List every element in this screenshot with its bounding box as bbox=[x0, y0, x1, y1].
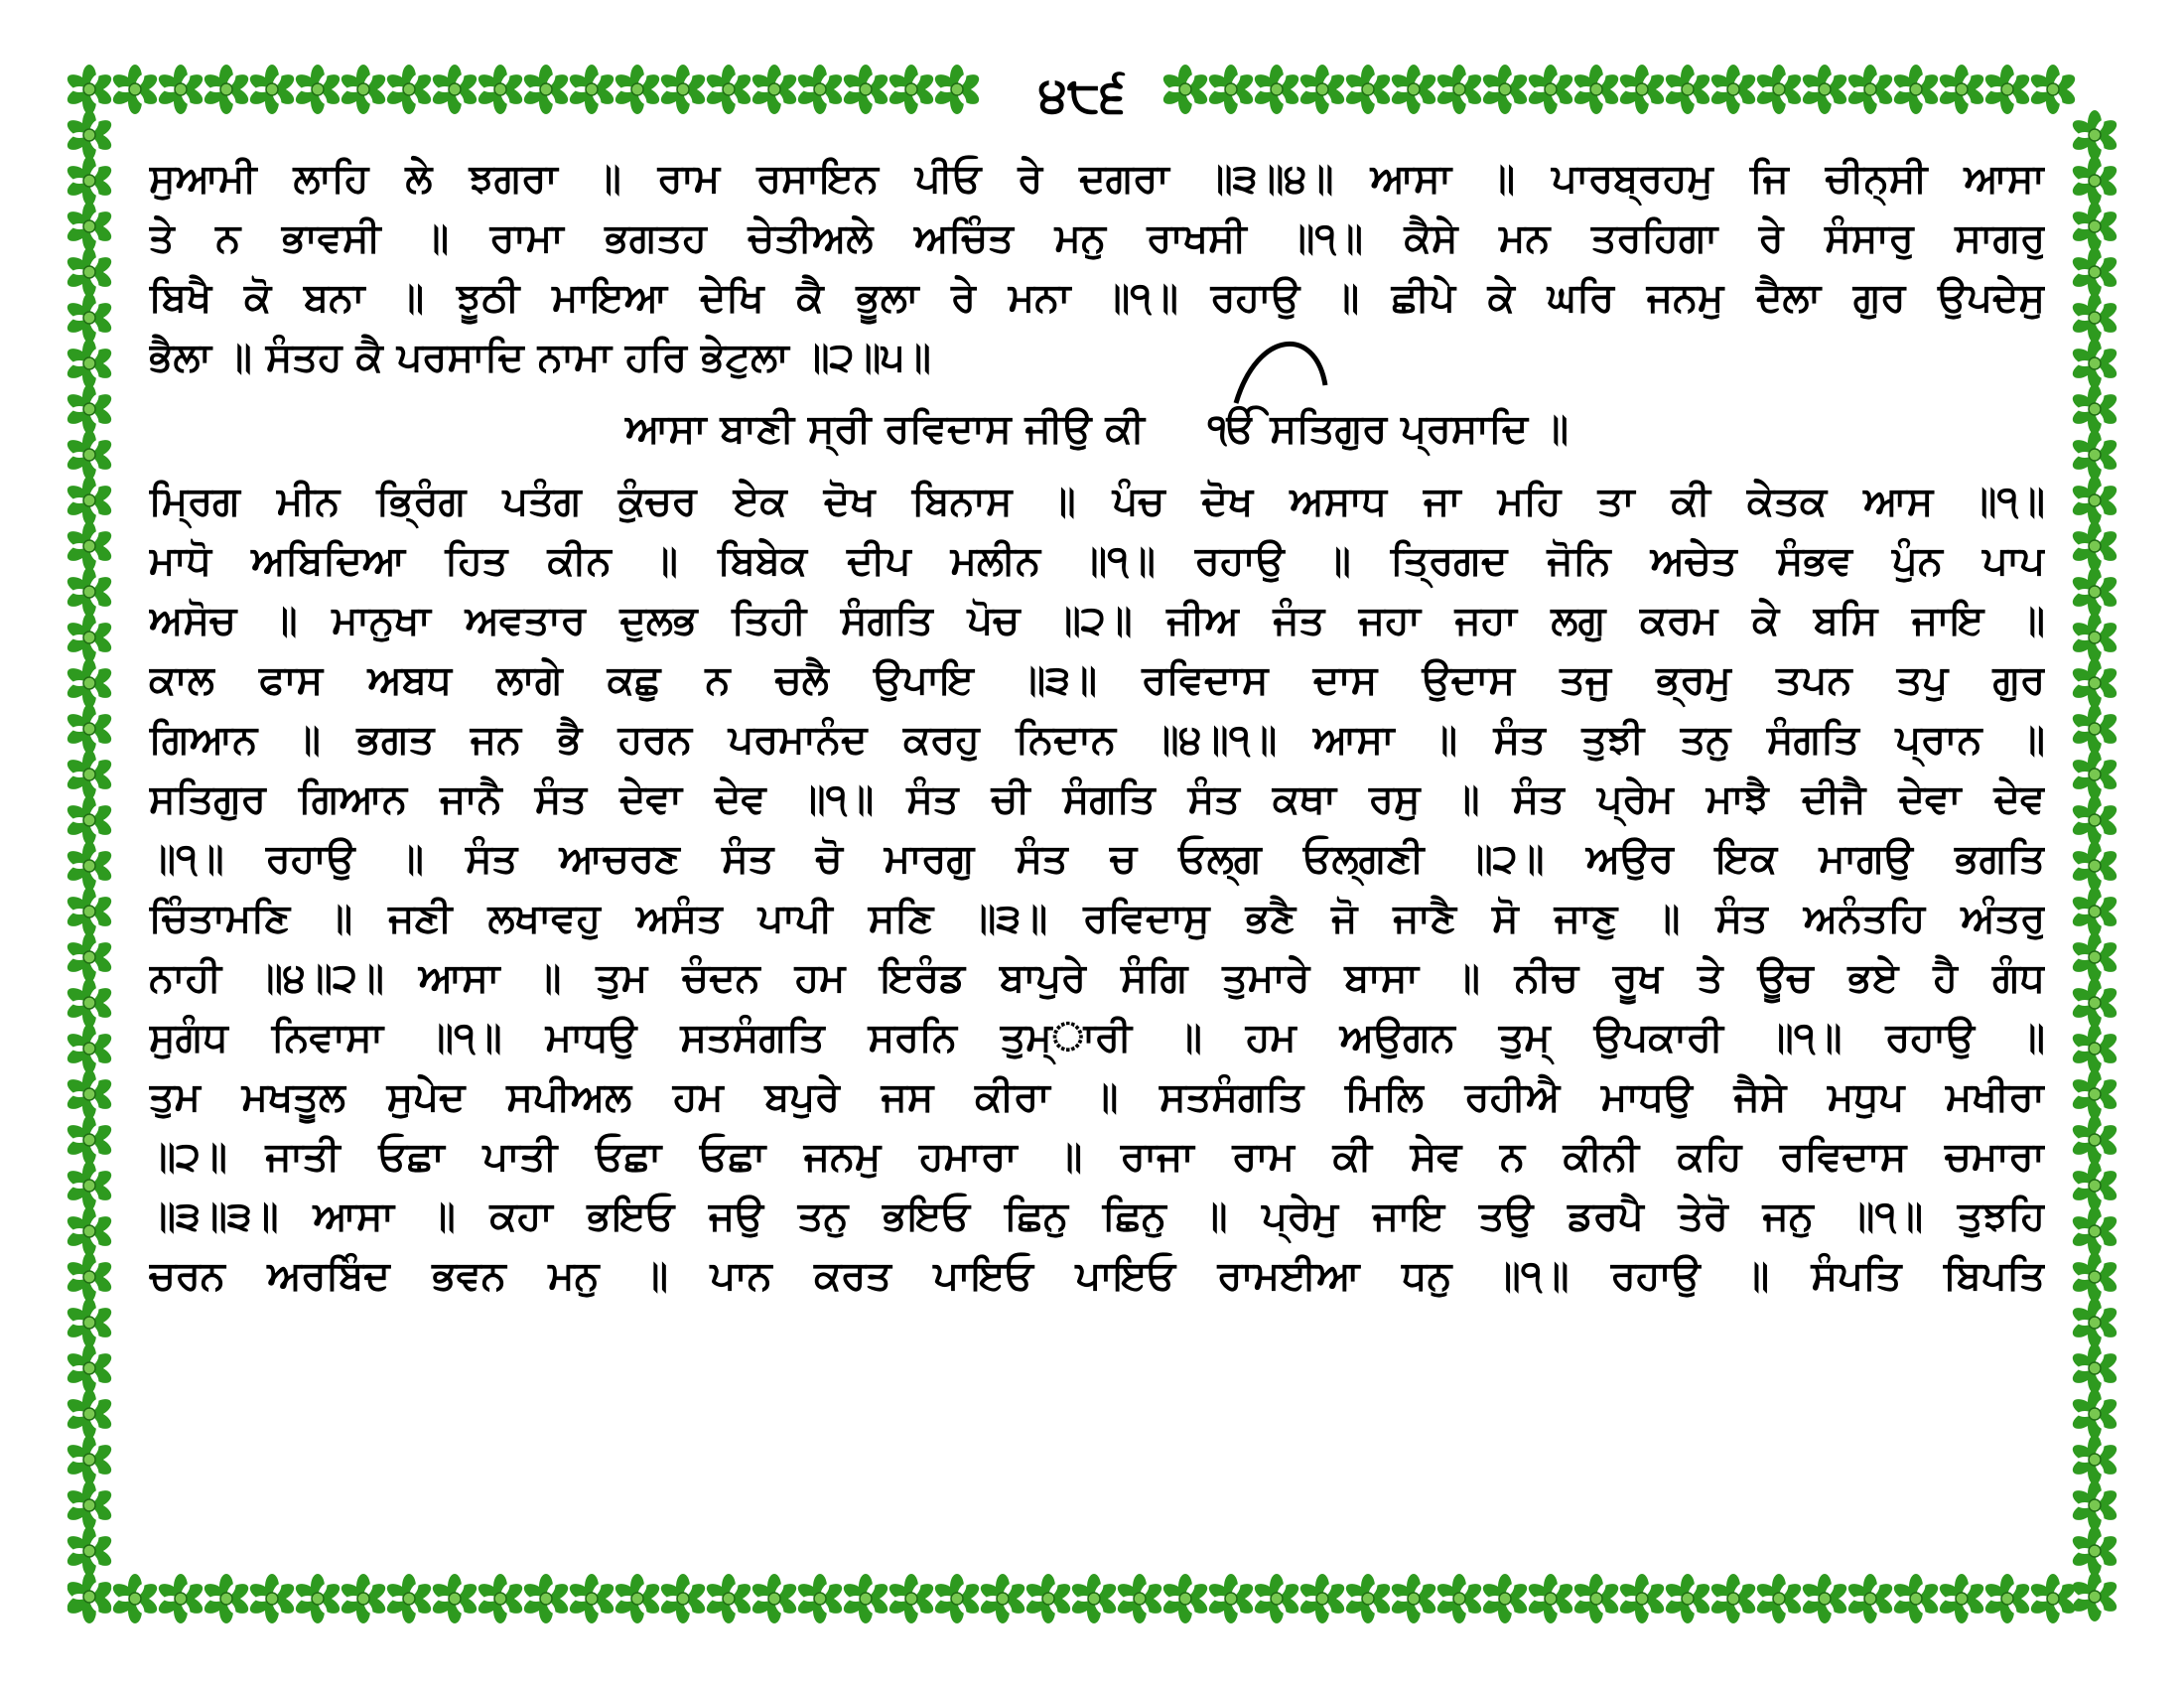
text-line: ਬਿਖੈ ਕੋ ਬਨਾ ॥ ਝੂਠੀ ਮਾਇਆ ਦੇਖਿ ਕੈ ਭੂਲਾ ਰੇ ਮਨਾ ॥੧॥ ਰਹਾਉ ॥ ਛੀਪੇ ਕੇ ਘਰਿ ਜਨਮੁ ਦੈਲਾ ਗੁਰ ਉਪਦੇਸੁ bbox=[149, 275, 2045, 321]
lotus-flower-icon bbox=[2070, 1069, 2119, 1119]
lotus-flower-icon bbox=[567, 1574, 616, 1623]
lotus-flower-icon bbox=[65, 339, 114, 388]
lotus-flower-icon bbox=[339, 1574, 388, 1623]
lotus-flower-icon bbox=[65, 476, 114, 525]
lotus-flower-icon bbox=[1617, 1574, 1667, 1623]
lotus-flower-icon bbox=[613, 1574, 662, 1623]
lotus-flower-icon bbox=[2070, 1435, 2119, 1484]
lotus-flower-icon bbox=[1389, 65, 1438, 114]
lotus-flower-icon bbox=[2070, 521, 2119, 571]
text-line: ਚਰਨ ਅਰਬਿੰਦ ਭਵਨ ਮਨੁ ॥ ਪਾਨ ਕਰਤ ਪਾਇਓ ਪਾਇਓ ਰਾਮਈਆ ਧਨੁ ॥੧॥ ਰਹਾਉ ॥ ਸੰਪਤਿ ਬਿਪਤਿ bbox=[149, 1253, 2045, 1299]
lotus-flower-icon bbox=[2070, 567, 2119, 617]
lotus-flower-icon bbox=[384, 65, 434, 114]
lotus-flower-icon bbox=[1115, 1574, 1164, 1623]
lotus-flower-icon bbox=[2070, 430, 2119, 480]
lotus-flower-icon bbox=[750, 1574, 799, 1623]
page-number: ੪੮੬ bbox=[1013, 60, 1152, 129]
lotus-flower-icon bbox=[2070, 156, 2119, 206]
lotus-flower-icon bbox=[1434, 65, 1484, 114]
text-line: ਤੇ ਨ ਭਾਵਸੀ ॥ ਰਾਮਾ ਭਗਤਹ ਚੇਤੀਅਲੇ ਅਚਿੰਤ ਮਨੁ ਰਾਖਸੀ ॥੧॥ ਕੈਸੇ ਮਨ ਤਰਹਿਗਾ ਰੇ ਸੰਸਾਰੁ ਸਾਗਰੁ bbox=[149, 215, 2045, 261]
lotus-flower-icon bbox=[1571, 65, 1621, 114]
lotus-flower-icon bbox=[1800, 65, 1849, 114]
lotus-flower-icon bbox=[2070, 1298, 2119, 1347]
lotus-flower-icon bbox=[65, 521, 114, 571]
lotus-flower-icon bbox=[1526, 1574, 1575, 1623]
text-line: ਸਤਿਗੁਰ ਗਿਆਨ ਜਾਨੈ ਸੰਤ ਦੇਵਾ ਦੇਵ ॥੧॥ ਸੰਤ ਚੀ ਸੰਗਤਿ ਸੰਤ ਕਥਾ ਰਸੁ ॥ ਸੰਤ ਪ੍ਰੇਮ ਮਾਝੈ ਦੀਜੈ ਦੇਵਾ ਦੇਵ bbox=[149, 776, 2045, 822]
mool-mantar bbox=[1208, 387, 1569, 472]
lotus-flower-icon bbox=[1937, 1574, 1986, 1623]
lotus-flower-icon bbox=[156, 1574, 205, 1623]
lotus-flower-icon bbox=[65, 658, 114, 708]
lotus-flower-icon bbox=[1708, 1574, 1758, 1623]
lotus-flower-icon bbox=[1160, 65, 1210, 114]
text-line: ਸੁਆਮੀ ਲਾਹਿ ਲੇ ਝਗਰਾ ॥ ਰਾਮ ਰਸਾਇਨ ਪੀਓ ਰੇ ਦਗਰਾ ॥੩॥੪॥ ਆਸਾ ॥ ਪਾਰਬ੍ਰਹਮੁ ਜਿ ਚੀਨ੍ਸੀ ਆਸਾ bbox=[149, 156, 2045, 202]
lotus-flower-icon bbox=[2070, 476, 2119, 525]
text-line: ਗਿਆਨ ॥ ਭਗਤ ਜਨ ਭੈ ਹਰਨ ਪਰਮਾਨੰਦ ਕਰਹੁ ਨਿਦਾਨ ॥੪॥੧॥ ਆਸਾ ॥ ਸੰਤ ਤੁਝੀ ਤਨੁ ਸੰਗਤਿ ਪ੍ਰਾਨ ॥ bbox=[149, 717, 2045, 763]
text-line: ਚਿੰਤਾਮਣਿ ॥ ਜਣੀ ਲਖਾਵਹੁ ਅਸੰਤ ਪਾਪੀ ਸਣਿ ॥੩॥ ਰਵਿਦਾਸੁ ਭਣੈ ਜੋ ਜਾਣੈ ਸੋ ਜਾਣੁ ॥ ਸੰਤ ਅਨੰਤਹਿ ਅੰਤਰੁ bbox=[149, 896, 2045, 941]
lotus-flower-icon bbox=[339, 65, 388, 114]
text-line: ॥੧॥ ਰਹਾਉ ॥ ਸੰਤ ਆਚਰਣ ਸੰਤ ਚੋ ਮਾਰਗੁ ਸੰਤ ਚ ਓਲ੍ਗ ਓਲ੍ਗਣੀ ॥੨॥ ਅਉਰ ਇਕ ਮਾਗਉ ਭਗਤਿ bbox=[149, 836, 2045, 882]
lotus-flower-icon bbox=[2070, 978, 2119, 1028]
text-line: ॥੩॥੩॥ ਆਸਾ ॥ ਕਹਾ ਭਇਓ ਜਉ ਤਨੁ ਭਇਓ ਛਿਨੁ ਛਿਨੁ ॥ ਪ੍ਰੇਮੁ ਜਾਇ ਤਉ ਡਰਪੈ ਤੇਰੋ ਜਨੁ ॥੧॥ ਤੁਝਹਿ bbox=[149, 1194, 2045, 1239]
lotus-flower-icon bbox=[65, 1161, 114, 1210]
text-line: ਤੁਮ ਮਖਤੂਲ ਸੁਪੇਦ ਸਪੀਅਲ ਹਮ ਬਪੁਰੇ ਜਸ ਕੀਰਾ ॥ ਸਤਸੰਗਤਿ ਮਿਲਿ ਰਹੀਐ ਮਾਧਉ ਜੈਸੇ ਮਧੁਪ ਮਖੀਰਾ bbox=[149, 1074, 2045, 1120]
lotus-flower-icon bbox=[65, 704, 114, 754]
lotus-flower-icon bbox=[704, 1574, 753, 1623]
lotus-flower-icon bbox=[1434, 1574, 1484, 1623]
lotus-flower-icon bbox=[2070, 932, 2119, 982]
lotus-flower-icon bbox=[2070, 293, 2119, 343]
lotus-flower-icon bbox=[1252, 65, 1301, 114]
lotus-flower-icon bbox=[2070, 795, 2119, 845]
lotus-flower-icon bbox=[65, 750, 114, 799]
lotus-flower-icon bbox=[65, 247, 114, 297]
lotus-flower-icon bbox=[932, 65, 982, 114]
lotus-flower-icon bbox=[65, 1526, 114, 1576]
lotus-flower-icon bbox=[2070, 613, 2119, 662]
lotus-flower-icon bbox=[2028, 1574, 2078, 1623]
lotus-flower-icon bbox=[65, 841, 114, 891]
lotus-flower-icon bbox=[2070, 841, 2119, 891]
lotus-flower-icon bbox=[1206, 65, 1256, 114]
lotus-flower-icon bbox=[2070, 384, 2119, 434]
lotus-flower-icon bbox=[1343, 65, 1393, 114]
text-line: ਨਾਹੀ ॥੪॥੨॥ ਆਸਾ ॥ ਤੁਮ ਚੰਦਨ ਹਮ ਇਰੰਡ ਬਾਪੁਰੇ ਸੰਗਿ ਤੁਮਾਰੇ ਬਾਸਾ ॥ ਨੀਚ ਰੂਖ ਤੇ ਊਚ ਭਏ ਹੈ ਗੰਧ bbox=[149, 955, 2045, 1001]
lotus-flower-icon bbox=[65, 293, 114, 343]
lotus-flower-icon bbox=[2070, 1024, 2119, 1073]
lotus-flower-icon bbox=[613, 65, 662, 114]
ik-onkar-arc-icon bbox=[1228, 336, 1337, 405]
lotus-flower-icon bbox=[2070, 1343, 2119, 1393]
lotus-flower-icon bbox=[65, 567, 114, 617]
lotus-flower-icon bbox=[65, 887, 114, 936]
lotus-flower-icon bbox=[1252, 1574, 1301, 1623]
lotus-flower-icon bbox=[2070, 1480, 2119, 1530]
lotus-flower-icon bbox=[65, 795, 114, 845]
lotus-flower-icon bbox=[1297, 1574, 1347, 1623]
lotus-flower-icon bbox=[1982, 65, 2032, 114]
lotus-flower-icon bbox=[2070, 750, 2119, 799]
lotus-flower-icon bbox=[704, 65, 753, 114]
lotus-flower-icon bbox=[2070, 202, 2119, 251]
lotus-flower-icon bbox=[1480, 1574, 1530, 1623]
lotus-flower-icon bbox=[65, 1298, 114, 1347]
text-line: ॥੨॥ ਜਾਤੀ ਓਛਾ ਪਾਤੀ ਓਛਾ ਓਛਾ ਜਨਮੁ ਹਮਾਰਾ ॥ ਰਾਜਾ ਰਾਮ ਕੀ ਸੇਵ ਨ ਕੀਨੀ ਕਹਿ ਰਵਿਦਾਸ ਚਮਾਰਾ bbox=[149, 1134, 2045, 1180]
lotus-flower-icon bbox=[476, 1574, 525, 1623]
lotus-flower-icon bbox=[978, 1574, 1027, 1623]
lotus-flower-icon bbox=[1845, 65, 1895, 114]
lotus-flower-icon bbox=[65, 932, 114, 982]
lotus-flower-icon bbox=[1708, 65, 1758, 114]
lotus-flower-icon bbox=[1297, 65, 1347, 114]
lotus-flower-icon bbox=[841, 65, 890, 114]
lotus-flower-icon bbox=[65, 1572, 114, 1621]
lotus-flower-icon bbox=[841, 1574, 890, 1623]
lotus-flower-icon bbox=[65, 430, 114, 480]
lotus-flower-icon bbox=[2070, 1252, 2119, 1302]
lotus-flower-icon bbox=[1024, 1574, 1073, 1623]
lotus-flower-icon bbox=[65, 384, 114, 434]
lotus-flower-icon bbox=[795, 65, 845, 114]
lotus-flower-icon bbox=[1800, 1574, 1849, 1623]
lotus-flower-icon bbox=[65, 1435, 114, 1484]
lotus-flower-icon bbox=[795, 1574, 845, 1623]
lotus-flower-icon bbox=[65, 110, 114, 160]
text-line: ਮ੍ਰਿਗ ਮੀਨ ਭ੍ਰਿੰਗ ਪਤੰਗ ਕੁੰਚਰ ਏਕ ਦੋਖ ਬਿਨਾਸ ॥ ਪੰਚ ਦੋਖ ਅਸਾਧ ਜਾ ਮਹਿ ਤਾ ਕੀ ਕੇਤਕ ਆਸ ॥੧॥ bbox=[149, 479, 2045, 524]
lotus-flower-icon bbox=[1754, 65, 1804, 114]
lotus-flower-icon bbox=[65, 65, 114, 114]
lotus-flower-icon bbox=[1937, 65, 1986, 114]
lotus-flower-icon bbox=[65, 1206, 114, 1256]
lotus-flower-icon bbox=[1480, 65, 1530, 114]
lotus-flower-icon bbox=[247, 1574, 297, 1623]
lotus-flower-icon bbox=[932, 1574, 982, 1623]
lotus-flower-icon bbox=[156, 65, 205, 114]
lotus-flower-icon bbox=[65, 1115, 114, 1165]
lotus-flower-icon bbox=[65, 613, 114, 662]
lotus-flower-icon bbox=[2070, 247, 2119, 297]
scripture-text bbox=[149, 149, 2045, 1306]
lotus-flower-icon bbox=[1663, 1574, 1712, 1623]
lotus-flower-icon bbox=[476, 65, 525, 114]
section-heading bbox=[149, 387, 2045, 472]
lotus-flower-icon bbox=[658, 1574, 708, 1623]
text-line: ਅਸੋਚ ॥ ਮਾਨੁਖਾ ਅਵਤਾਰ ਦੁਲਭ ਤਿਹੀ ਸੰਗਤਿ ਪੋਚ ॥੨॥ ਜੀਅ ਜੰਤ ਜਹਾ ਜਹਾ ਲਗੁ ਕਰਮ ਕੇ ਬਸਿ ਜਾਇ ॥ bbox=[149, 598, 2045, 643]
heading-invocation: ੴ ਸਤਿਗੁਰ ਪ੍ਰਸਾਦਿ ॥ bbox=[1207, 406, 1570, 452]
text-line: ਸੁਗੰਧ ਨਿਵਾਸਾ ॥੧॥ ਮਾਧਉ ਸਤਸੰਗਤਿ ਸਰਨਿ ਤੁਮ੍ਾਰੀ ॥ ਹਮ ਅਉਗਨ ਤੁਮ੍ ਉਪਕਾਰੀ ॥੧॥ ਰਹਾਉ ॥ bbox=[149, 1015, 2045, 1060]
lotus-flower-icon bbox=[65, 1480, 114, 1530]
heading-title: ਆਸਾ ਬਾਣੀ ਸ੍ਰੀ ਰਵਿਦਾਸ ਜੀਉ ਕੀ bbox=[624, 406, 1145, 452]
lotus-flower-icon bbox=[65, 1343, 114, 1393]
lotus-flower-icon bbox=[1845, 1574, 1895, 1623]
lotus-flower-icon bbox=[65, 1389, 114, 1439]
lotus-flower-icon bbox=[247, 65, 297, 114]
lotus-flower-icon bbox=[2070, 1572, 2119, 1621]
lotus-flower-icon bbox=[1754, 1574, 1804, 1623]
lotus-flower-icon bbox=[110, 65, 160, 114]
lotus-flower-icon bbox=[2070, 887, 2119, 936]
lotus-flower-icon bbox=[293, 65, 342, 114]
lotus-flower-icon bbox=[384, 1574, 434, 1623]
lotus-flower-icon bbox=[430, 1574, 479, 1623]
lotus-flower-icon bbox=[430, 65, 479, 114]
lotus-flower-icon bbox=[2070, 1206, 2119, 1256]
lotus-flower-icon bbox=[658, 65, 708, 114]
lotus-flower-icon bbox=[1982, 1574, 2032, 1623]
text-line: ਮਾਧੋ ਅਬਿਦਿਆ ਹਿਤ ਕੀਨ ॥ ਬਿਬੇਕ ਦੀਪ ਮਲੀਨ ॥੧॥ ਰਹਾਉ ॥ ਤ੍ਰਿਗਦ ਜੋਨਿ ਅਚੇਤ ਸੰਭਵ ਪੁੰਨ ਪਾਪ bbox=[149, 538, 2045, 584]
lotus-flower-icon bbox=[2070, 1115, 2119, 1165]
lotus-flower-icon bbox=[2070, 658, 2119, 708]
lotus-flower-icon bbox=[1526, 65, 1575, 114]
lotus-flower-icon bbox=[65, 1069, 114, 1119]
lotus-flower-icon bbox=[750, 65, 799, 114]
lotus-flower-icon bbox=[567, 65, 616, 114]
lotus-flower-icon bbox=[1206, 1574, 1256, 1623]
lotus-flower-icon bbox=[65, 202, 114, 251]
text-line: ਕਾਲ ਫਾਸ ਅਬਧ ਲਾਗੇ ਕਛੁ ਨ ਚਲੈ ਉਪਾਇ ॥੩॥ ਰਵਿਦਾਸ ਦਾਸ ਉਦਾਸ ਤਜੁ ਭ੍ਰਮੁ ਤਪਨ ਤਪੁ ਗੁਰ bbox=[149, 657, 2045, 703]
lotus-flower-icon bbox=[1663, 65, 1712, 114]
lotus-flower-icon bbox=[2070, 1526, 2119, 1576]
lotus-flower-icon bbox=[887, 1574, 936, 1623]
lotus-flower-icon bbox=[2070, 1389, 2119, 1439]
lotus-flower-icon bbox=[521, 65, 571, 114]
text-line: ਭੈਲਾ ॥ ਸੰਤਹ ਕੈ ਪਰਸਾਦਿ ਨਾਮਾ ਹਰਿ ਭੇਟੁਲਾ ॥੨॥੫॥ bbox=[149, 335, 931, 380]
lotus-flower-icon bbox=[2028, 65, 2078, 114]
lotus-flower-icon bbox=[1571, 1574, 1621, 1623]
lotus-flower-icon bbox=[1891, 1574, 1941, 1623]
lotus-flower-icon bbox=[1389, 1574, 1438, 1623]
lotus-flower-icon bbox=[1891, 65, 1941, 114]
lotus-flower-icon bbox=[110, 1574, 160, 1623]
lotus-flower-icon bbox=[2070, 110, 2119, 160]
lotus-flower-icon bbox=[887, 65, 936, 114]
lotus-flower-icon bbox=[1343, 1574, 1393, 1623]
lotus-flower-icon bbox=[293, 1574, 342, 1623]
lotus-flower-icon bbox=[65, 1024, 114, 1073]
lotus-flower-icon bbox=[1617, 65, 1667, 114]
lotus-flower-icon bbox=[2070, 339, 2119, 388]
lotus-flower-icon bbox=[2070, 704, 2119, 754]
lotus-flower-icon bbox=[202, 65, 251, 114]
lotus-flower-icon bbox=[65, 1252, 114, 1302]
lotus-flower-icon bbox=[521, 1574, 571, 1623]
lotus-flower-icon bbox=[2070, 1161, 2119, 1210]
lotus-flower-icon bbox=[65, 978, 114, 1028]
lotus-flower-icon bbox=[1069, 1574, 1119, 1623]
lotus-flower-icon bbox=[1160, 1574, 1210, 1623]
lotus-flower-icon bbox=[202, 1574, 251, 1623]
lotus-flower-icon bbox=[65, 156, 114, 206]
